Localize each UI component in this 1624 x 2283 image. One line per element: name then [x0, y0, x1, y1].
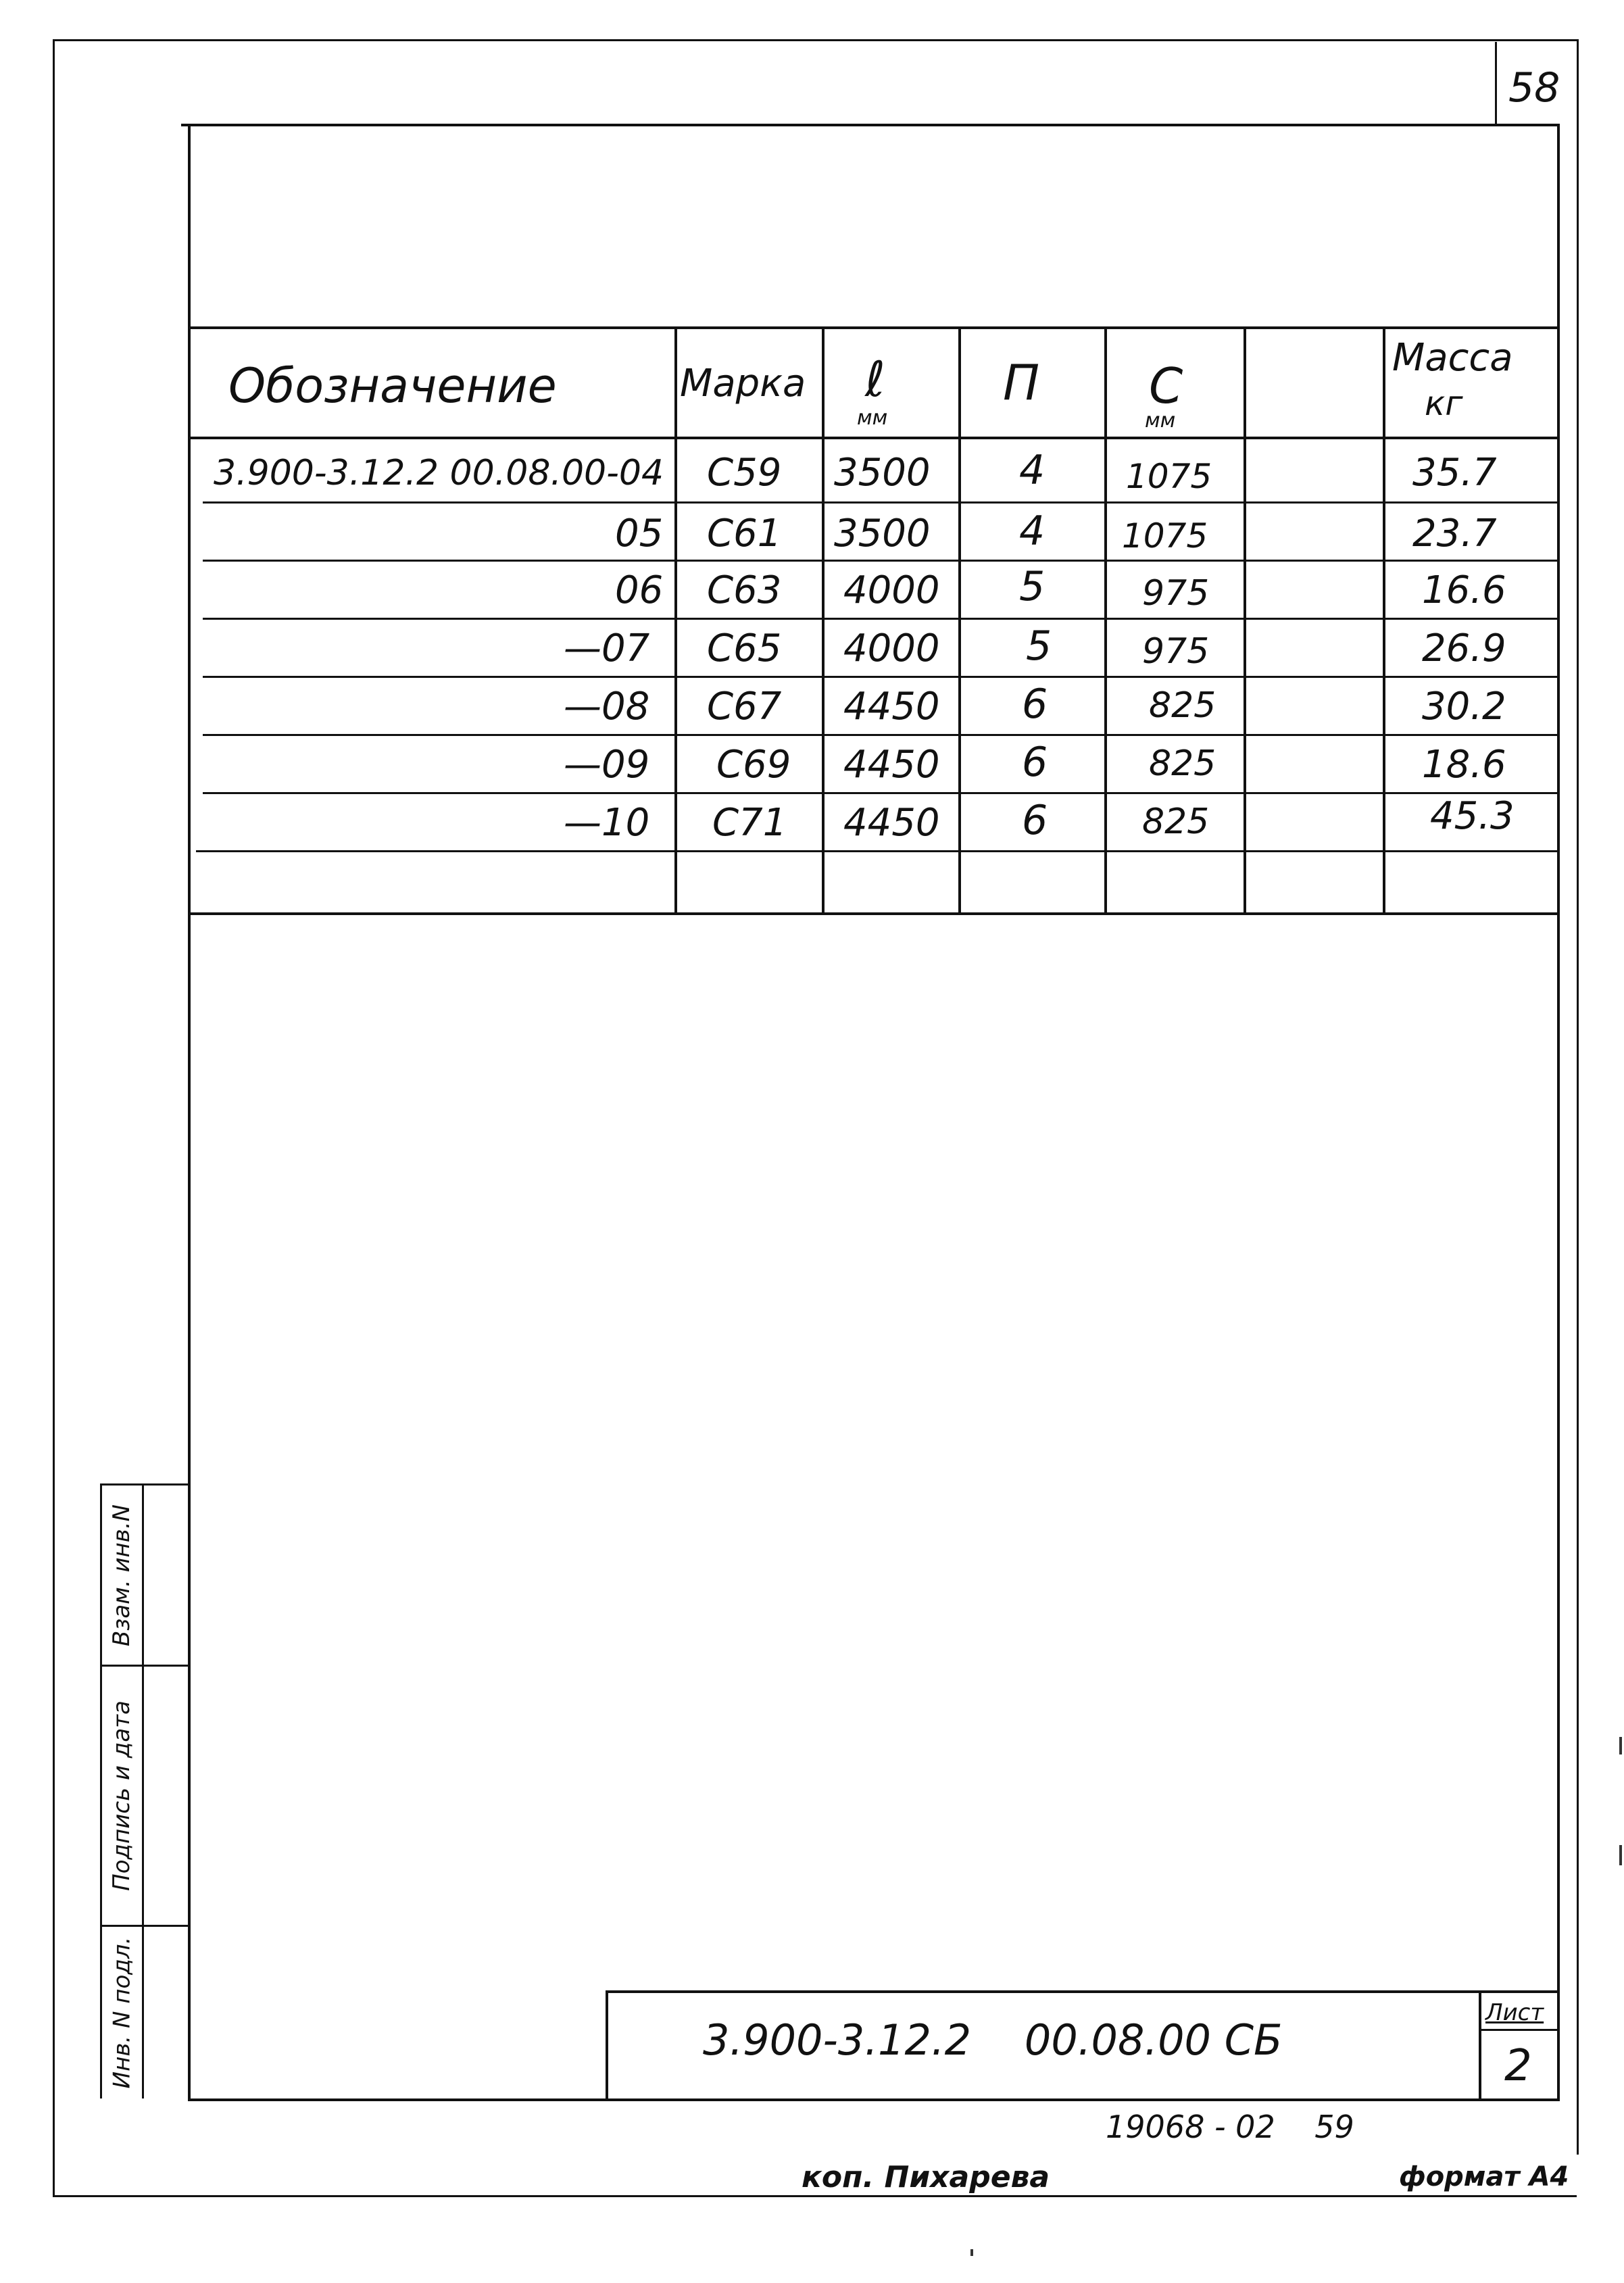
- copied-by: коп. Пихарева: [802, 2160, 1050, 2194]
- side-stamp-label: Подпись и дата: [108, 1700, 136, 1891]
- cell-mass: 16.6: [1422, 568, 1506, 612]
- cell-designation: 3.900-3.12.2 00.08.00-04: [214, 453, 664, 493]
- cell-mass: 26.9: [1422, 627, 1506, 670]
- outer-left-border: [53, 41, 55, 2196]
- outer-top-border: [53, 39, 1577, 41]
- cell-l: 4450: [843, 685, 940, 729]
- table-header-line: [191, 437, 1557, 439]
- cell-n: 6: [1022, 739, 1048, 786]
- cell-l: 3500: [834, 451, 931, 495]
- cell-mass: 23.7: [1412, 512, 1497, 556]
- frame-top-border: [181, 124, 1560, 126]
- table-row-line: [203, 734, 1557, 736]
- header-designation: Обозначение: [228, 358, 557, 414]
- page-number-box-left: [1495, 42, 1497, 126]
- frame-left-border: [188, 125, 191, 2101]
- archive-number: 19068 - 02 59: [1106, 2109, 1354, 2145]
- header-mass-unit: кг: [1425, 384, 1463, 423]
- cell-c: 975: [1142, 631, 1210, 672]
- table-col-line: [674, 326, 677, 914]
- cell-l: 4000: [843, 568, 940, 612]
- cell-mark: С69: [716, 743, 791, 787]
- sheet-number: 2: [1504, 2041, 1532, 2091]
- side-stamp-cell: [101, 1927, 142, 2098]
- side-stamp-mid-line: [142, 1483, 144, 2098]
- document-code: 3.900-3.12.2 00.08.00 СБ: [703, 2015, 1283, 2065]
- side-stamp-cell: [101, 1486, 142, 1665]
- table-col-line: [1104, 326, 1107, 914]
- table-row-line: [203, 792, 1557, 794]
- header-l-unit: мм: [857, 406, 888, 430]
- side-stamp-label: Взам. инв.N: [108, 1504, 136, 1646]
- frame-bottom-border: [188, 2098, 1560, 2101]
- cell-mark: С65: [707, 627, 782, 670]
- table-col-line: [1244, 326, 1246, 914]
- title-block-left: [606, 1990, 608, 2100]
- cell-c: 975: [1142, 573, 1210, 614]
- title-block-sheet-split: [1479, 2029, 1558, 2031]
- cell-mark: С63: [707, 568, 782, 612]
- cell-mark: С61: [707, 512, 782, 556]
- header-mass: Масса: [1392, 336, 1513, 380]
- cell-l: 3500: [834, 512, 931, 556]
- table-row-line: [203, 618, 1557, 620]
- title-block-sheet-divider: [1479, 1990, 1481, 2100]
- header-l: ℓ: [865, 351, 885, 408]
- table-row-line: [203, 676, 1557, 678]
- cell-c: 1075: [1122, 516, 1208, 556]
- cell-n: 5: [1019, 563, 1045, 610]
- table-top-line: [191, 326, 1557, 329]
- side-stamp-label: Инв. N подл.: [108, 1936, 136, 2089]
- cell-mark: С67: [707, 685, 782, 729]
- title-block-top: [607, 1990, 1560, 1993]
- cell-c: 825: [1149, 685, 1216, 726]
- cell-n: 6: [1022, 797, 1048, 844]
- cell-designation: —09: [564, 743, 650, 787]
- cell-n: 4: [1019, 508, 1045, 555]
- sheet-label: Лист: [1485, 1999, 1544, 2026]
- cell-designation: —08: [564, 685, 650, 729]
- cell-c: 1075: [1126, 457, 1212, 496]
- cell-mass: 45.3: [1430, 794, 1515, 838]
- cell-designation: —10: [564, 801, 650, 845]
- header-c: С: [1149, 358, 1183, 414]
- scan-speck: [1619, 1737, 1622, 1754]
- table-col-line: [822, 326, 825, 914]
- outer-right-border: [1577, 39, 1579, 2155]
- table-bottom-line: [191, 912, 1557, 915]
- cell-l: 4000: [843, 627, 940, 670]
- cell-n: 5: [1026, 622, 1052, 670]
- table-row-line: [203, 560, 1557, 562]
- page-number: 58: [1508, 64, 1560, 112]
- header-mark: Марка: [680, 362, 806, 406]
- table-row-line: [196, 850, 1557, 852]
- frame-right-border: [1557, 124, 1560, 2101]
- cell-l: 4450: [843, 801, 940, 845]
- scan-speck: [1619, 1845, 1622, 1865]
- cell-mark: С71: [712, 801, 787, 845]
- header-n: П: [1003, 354, 1040, 411]
- cell-designation: 06: [615, 568, 664, 612]
- cell-n: 4: [1019, 447, 1045, 494]
- outer-bottom-border: [53, 2195, 1577, 2197]
- cell-c: 825: [1149, 743, 1216, 784]
- header-c-unit: мм: [1145, 409, 1176, 433]
- cell-mass: 30.2: [1422, 685, 1506, 729]
- cell-l: 4450: [843, 743, 940, 787]
- format-label: формат А4: [1399, 2161, 1569, 2192]
- cell-mark: С59: [707, 451, 782, 495]
- cell-mass: 18.6: [1422, 743, 1506, 787]
- scan-speck: [970, 2249, 973, 2256]
- cell-designation: 05: [615, 512, 664, 556]
- cell-c: 825: [1142, 802, 1210, 842]
- table-col-line: [1383, 326, 1385, 914]
- table-col-line: [958, 326, 961, 914]
- cell-mass: 35.7: [1412, 451, 1497, 495]
- side-stamp-cell: [101, 1667, 142, 1925]
- table-row-line: [203, 501, 1557, 504]
- cell-n: 6: [1022, 681, 1048, 728]
- cell-designation: —07: [564, 627, 650, 670]
